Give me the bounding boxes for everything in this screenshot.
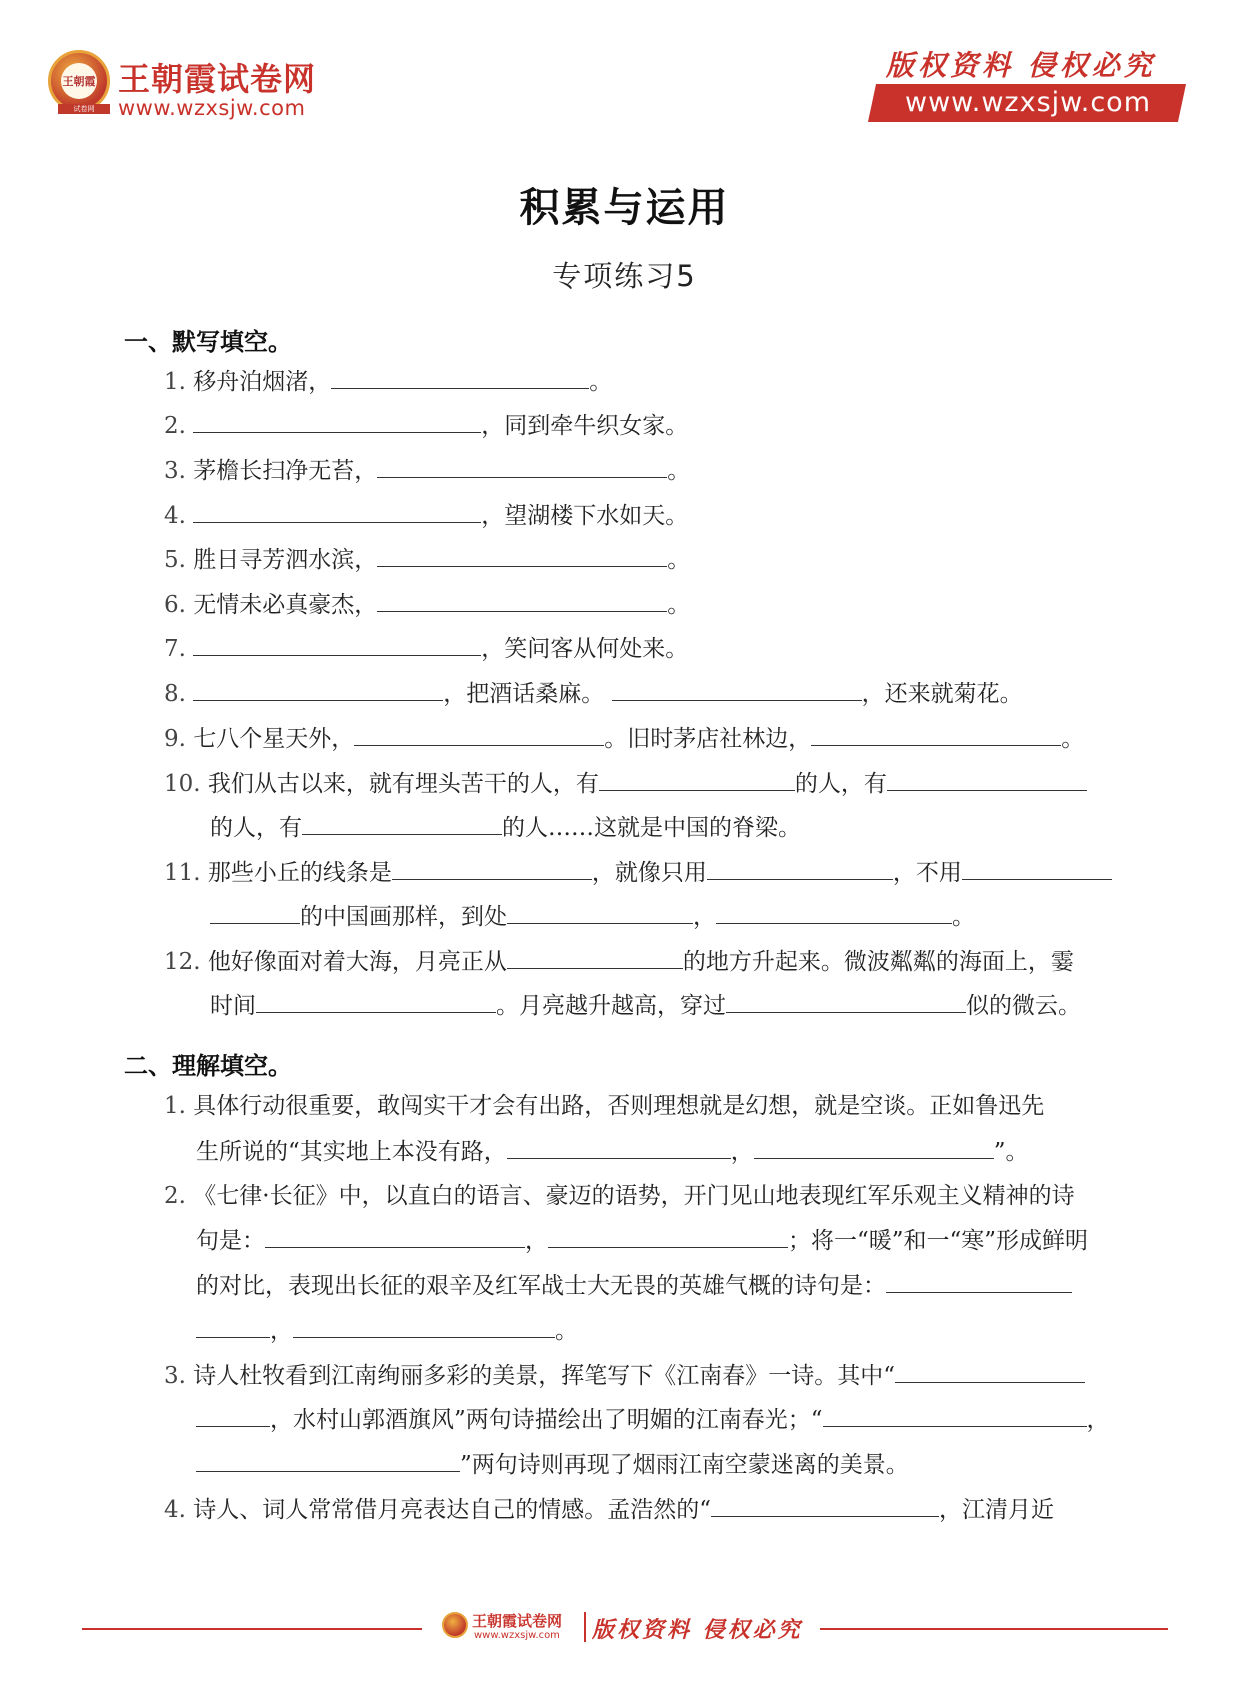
question-text: ，还来就菊花。 [861,681,1023,707]
question-1-6 [164,589,690,620]
question-text: ”。 [993,1139,1029,1165]
question-1-12-cont [210,990,1081,1021]
question-2-2 [164,1181,1075,1211]
question-text: ， [270,1318,293,1344]
footer-rule-left [82,1628,422,1630]
question-number: 2. [164,1183,186,1209]
question-1-12 [164,946,1074,977]
question-number: 6. [164,592,186,618]
answer-blank[interactable] [716,901,952,924]
question-1-10 [164,768,1087,799]
copyright-slogan: 版权资料 侵权必究 [886,49,1156,82]
question-1-2 [164,410,688,441]
question-number: 4. [164,503,186,529]
question-text: 生所说的“其实地上本没有路， [196,1139,507,1165]
question-text: 。 [555,1318,578,1344]
question-number: 1. [164,1093,186,1119]
answer-blank[interactable] [196,1315,270,1338]
answer-blank[interactable] [377,544,667,567]
question-number: 3. [164,458,186,484]
question-1-7 [164,633,688,664]
question-text: 似的微云。 [966,993,1081,1019]
answer-blank[interactable] [193,410,481,433]
question-text: ， [693,904,716,930]
question-2-2-cont [196,1225,1088,1256]
question-text: 。 [667,458,691,484]
question-1-9 [164,723,1084,754]
question-text: 诗人杜牧看到江南绚丽多彩的美景，挥笔写下《江南春》一诗。其中“ [193,1363,896,1389]
question-number: 7. [164,636,186,662]
answer-blank[interactable] [302,812,502,835]
question-text: ”两句诗则再现了烟雨江南空蒙迷离的美景。 [460,1452,909,1478]
question-text: 七八个星天外， [193,726,355,752]
brand-url[interactable]: www.wzxsjw.com [118,96,306,120]
question-text: 那些小丘的线条是 [207,860,392,886]
section-heading-dictation: 一、默写填空。 [124,328,292,356]
answer-blank[interactable] [811,723,1061,746]
question-1-3 [164,455,690,486]
question-number: 2. [164,413,186,439]
section-heading-comprehension: 二、理解填空。 [124,1052,292,1080]
question-2-3-cont [196,1404,1110,1435]
answer-blank[interactable] [210,901,300,924]
footer-url[interactable]: www.wzxsjw.com [474,1630,560,1641]
question-text: ，同到牵牛织女家。 [481,413,689,439]
answer-blank[interactable] [507,1136,731,1159]
brand-logo-badge [48,50,110,112]
question-number: 11. [164,860,201,886]
question-text: 的人，有 [210,815,302,841]
answer-blank[interactable] [548,1225,788,1248]
url-banner-text[interactable]: www.wzxsjw.com [904,87,1151,118]
answer-blank[interactable] [196,1449,460,1472]
answer-blank[interactable] [193,633,481,656]
question-text: 。月亮越升越高，穿过 [496,993,726,1019]
question-text: 的中国画那样，到处 [300,904,507,930]
question-text: 《七律·长征》中，以直白的语言、豪迈的语势，开门见山地表现红军乐观主义精神的诗 [193,1183,1075,1209]
question-text: 的人……这就是中国的脊梁。 [502,815,801,841]
question-2-4 [164,1494,1054,1525]
page-title: 积累与运用 [519,185,730,231]
question-text: 。旧时茅店社林边， [604,726,812,752]
question-text: 的人，有 [794,771,887,797]
answer-blank[interactable] [895,1360,1085,1383]
question-text: 的地方升起来。微波粼粼的海面上，霎 [682,949,1074,975]
question-text: 。 [952,904,975,930]
question-2-3-cont2 [196,1449,909,1480]
question-1-10-cont [210,812,801,843]
footer-divider [584,1612,586,1642]
answer-blank[interactable] [711,1494,939,1517]
footer-slogan: 版权资料 侵权必究 [592,1617,803,1643]
question-2-1 [164,1091,1044,1121]
question-text: 时间 [210,993,256,1019]
answer-blank[interactable] [193,500,481,523]
question-number: 5. [164,547,186,573]
question-2-1-cont [196,1136,1029,1167]
question-2-2-cont2 [196,1270,1072,1301]
question-text: 他好像面对着大海，月亮正从 [207,949,507,975]
question-number: 8. [164,681,186,707]
question-number: 12. [164,949,201,975]
question-text: 具体行动很重要，敢闯实干才会有出路，否则理想就是幻想，就是空谈。正如鲁迅先 [193,1093,1045,1119]
question-1-11 [164,857,1112,888]
question-text: ， [730,1139,754,1165]
question-text: 。 [1061,726,1085,752]
footer-logo-icon [442,1612,468,1638]
answer-blank[interactable] [196,1404,270,1427]
answer-blank[interactable] [256,990,496,1013]
answer-blank[interactable] [193,678,443,701]
question-number: 1. [164,369,186,395]
question-1-8 [164,678,1023,709]
answer-blank[interactable] [392,857,592,880]
question-text: 。 [667,592,691,618]
question-text: ，把酒话桑麻。 [443,681,605,707]
question-text: ，笑问客从何处来。 [481,636,689,662]
question-text: 移舟泊烟渚， [193,369,332,395]
question-number: 10. [164,771,201,797]
page-subtitle: 专项练习5 [552,259,697,293]
question-number: 9. [164,726,186,752]
question-text: 诗人、词人常常借月亮表达自己的情感。孟浩然的“ [193,1497,712,1523]
question-text: ，江清月近 [939,1497,1055,1523]
answer-blank[interactable] [886,1270,1072,1293]
question-text: 的对比，表现出长征的艰辛及红军战士大无畏的英雄气概的诗句是： [196,1273,886,1299]
question-text: ，水村山郭酒旗风”两句诗描绘出了明媚的江南春光；“ [270,1407,823,1433]
answer-blank[interactable] [599,768,795,791]
question-text: ，就像只用 [591,860,707,886]
footer-brand: 王朝霞试卷网 [472,1612,563,1630]
question-text: ， [525,1228,548,1254]
question-1-4 [164,500,688,531]
question-text: 我们从古以来，就有埋头苦干的人，有 [207,771,599,797]
logo-badge-text: 王朝霞 [61,63,97,99]
question-2-2-cont3 [196,1315,578,1346]
answer-blank[interactable] [823,1404,1087,1427]
answer-blank[interactable] [507,946,683,969]
answer-blank[interactable] [612,678,862,701]
question-text: 无情未必真豪杰， [193,592,378,618]
answer-blank[interactable] [293,1315,555,1338]
footer-rule-right [820,1628,1168,1630]
question-2-3 [164,1360,1085,1391]
question-1-5 [164,544,690,575]
answer-blank[interactable] [754,1136,994,1159]
answer-blank[interactable] [265,1225,525,1248]
answer-blank[interactable] [377,455,667,478]
answer-blank[interactable] [726,990,966,1013]
question-number: 4. [164,1497,186,1523]
logo-ribbon: 试卷网 [58,104,110,114]
question-text: ， [1086,1407,1110,1433]
question-text: 。 [589,369,613,395]
question-text: ，不用 [892,860,962,886]
question-text: ；将一“暖”和一“寒”形成鲜明 [788,1228,1089,1254]
answer-blank[interactable] [507,901,693,924]
answer-blank[interactable] [377,589,667,612]
question-text: ，望湖楼下水如天。 [481,503,689,529]
question-number: 3. [164,1363,186,1389]
answer-blank[interactable] [887,768,1087,791]
question-text: 。 [667,547,691,573]
answer-blank[interactable] [331,366,589,389]
question-text: 句是： [196,1228,265,1254]
question-text: 茅檐长扫净无苔， [193,458,378,484]
answer-blank[interactable] [962,857,1112,880]
answer-blank[interactable] [354,723,604,746]
question-1-11-cont [210,901,975,932]
answer-blank[interactable] [707,857,893,880]
brand-name: 王朝霞试卷网 [118,60,317,98]
question-text: 胜日寻芳泗水滨， [193,547,378,573]
question-1-1 [164,366,612,397]
